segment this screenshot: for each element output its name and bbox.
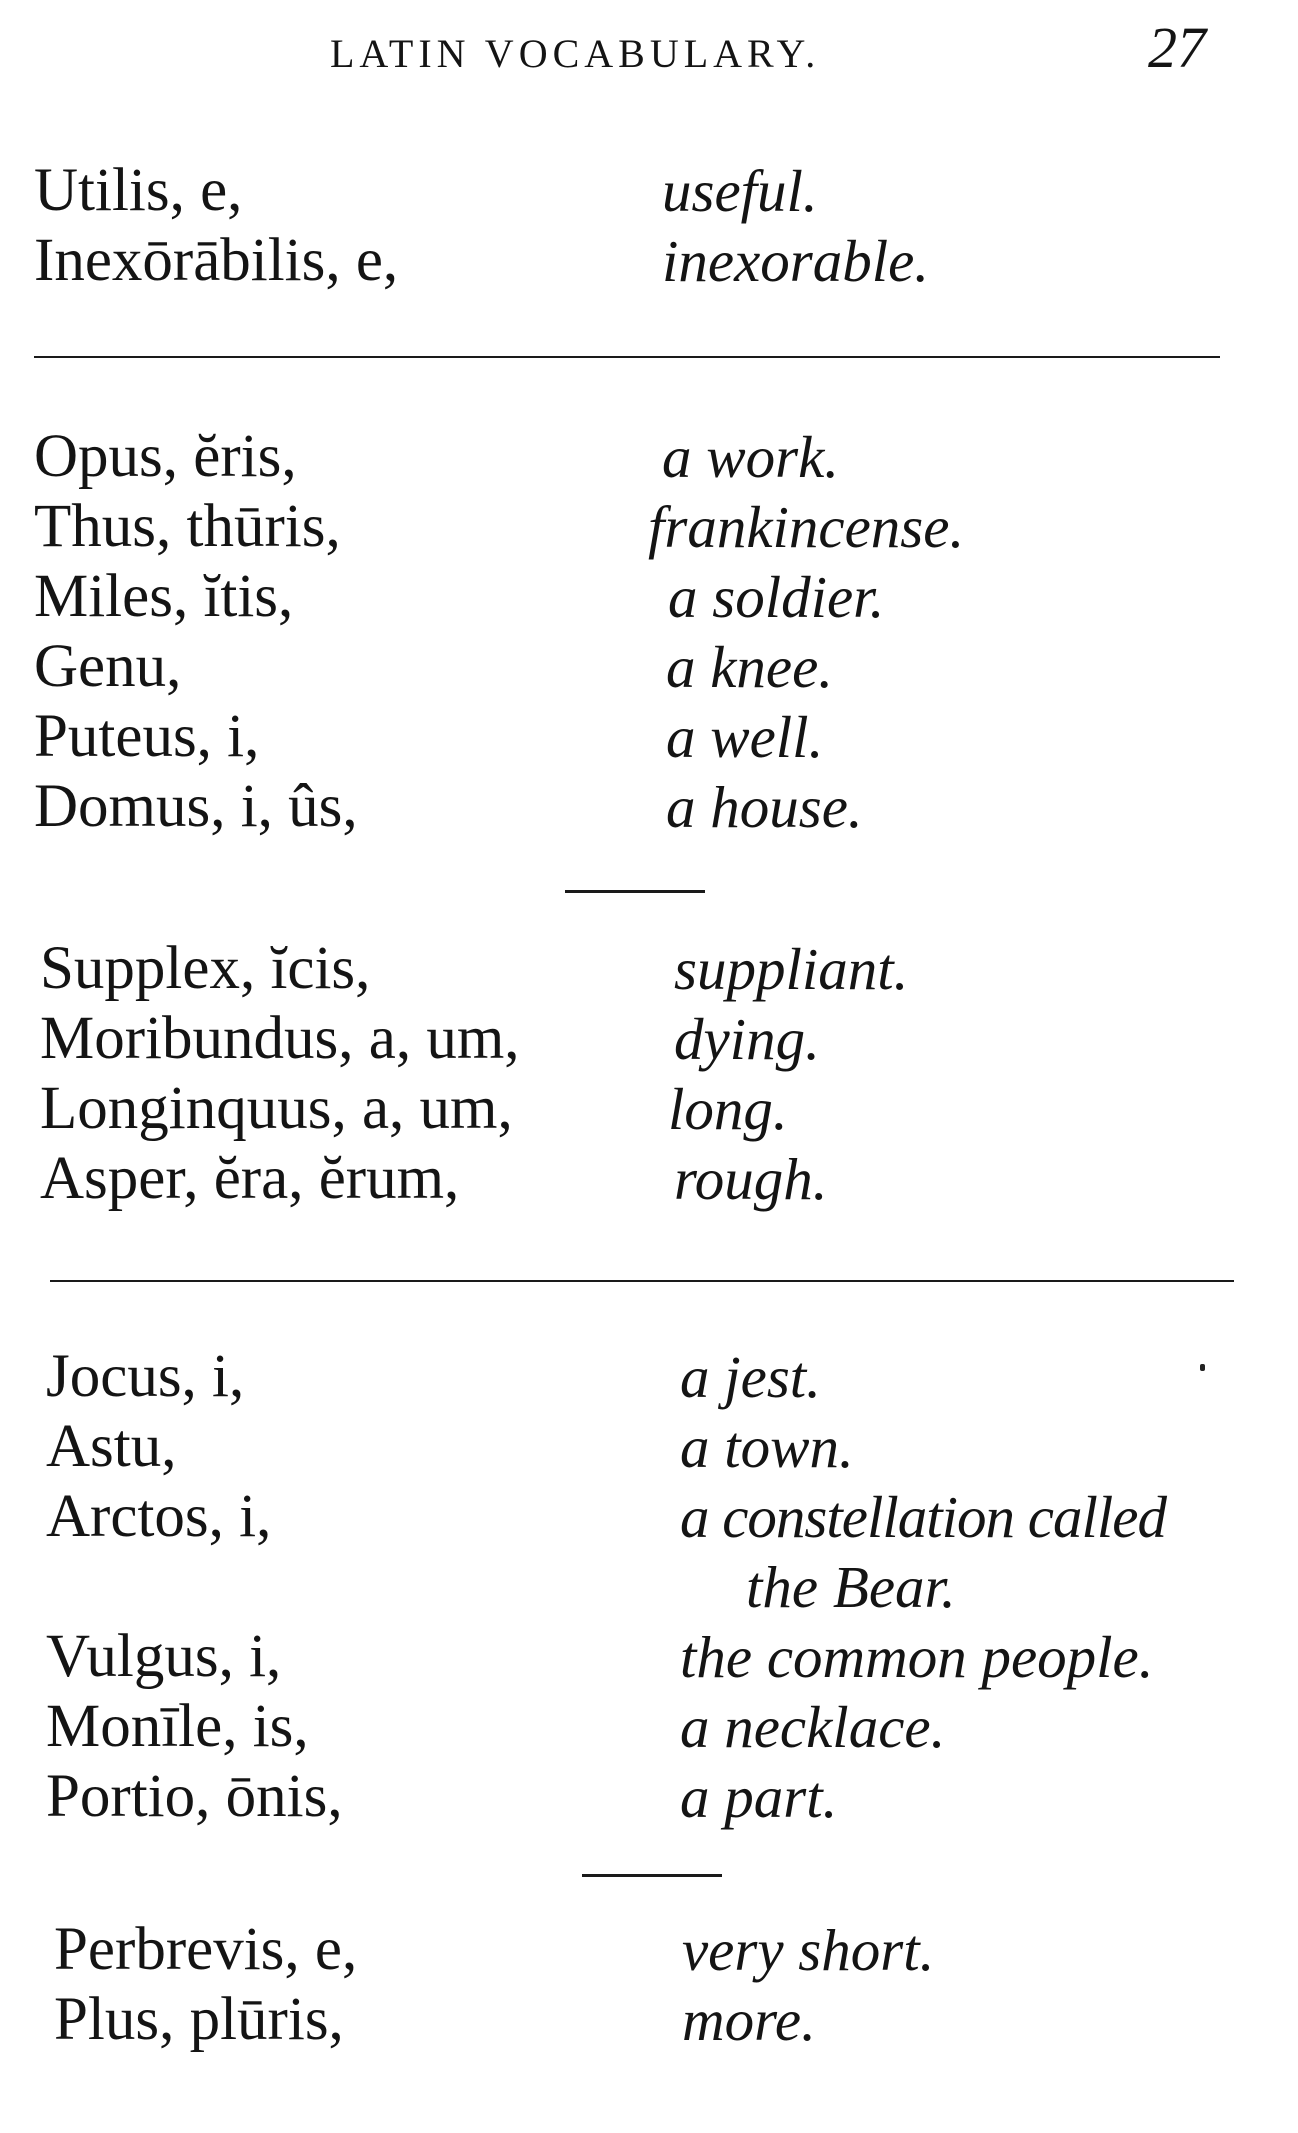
english-meaning: very short. bbox=[682, 1917, 935, 1983]
english-meaning: a well. bbox=[666, 704, 824, 770]
vocab-entry bbox=[0, 702, 1298, 772]
latin-word: Inexōrābilis, e, bbox=[34, 227, 399, 294]
english-meaning: the common people. bbox=[680, 1624, 1154, 1690]
vocab-entry bbox=[0, 562, 1298, 632]
english-meaning: rough. bbox=[674, 1146, 828, 1212]
latin-word: Plus, plūris, bbox=[54, 1986, 344, 2053]
vocab-entry bbox=[0, 1144, 1298, 1214]
latin-word: Monīle, is, bbox=[46, 1693, 309, 1760]
latin-word: Moribundus, a, um, bbox=[40, 1005, 520, 1072]
latin-word: Miles, ĭtis, bbox=[34, 563, 294, 630]
latin-word: Asper, ĕra, ĕrum, bbox=[40, 1145, 460, 1212]
english-meaning: frankincense. bbox=[648, 494, 965, 560]
english-meaning: a knee. bbox=[666, 634, 834, 700]
page-number: 27 bbox=[1148, 15, 1206, 80]
english-meaning: a house. bbox=[666, 774, 863, 840]
vocab-entry bbox=[0, 632, 1298, 702]
vocab-entry bbox=[0, 1342, 1298, 1412]
vocab-entry bbox=[0, 422, 1298, 492]
english-meaning: a jest. bbox=[680, 1344, 821, 1410]
section-divider-rule bbox=[34, 356, 1220, 358]
english-meaning: a constellation called bbox=[680, 1484, 1166, 1550]
vocab-entry bbox=[0, 1004, 1298, 1074]
vocab-entry bbox=[0, 1985, 1298, 2055]
vocab-entry bbox=[0, 772, 1298, 842]
english-meaning-continuation: the Bear. bbox=[746, 1554, 956, 1620]
short-divider-rule bbox=[565, 890, 705, 893]
vocab-entry bbox=[0, 492, 1298, 562]
english-meaning: a part. bbox=[680, 1764, 838, 1830]
vocab-section-3 bbox=[0, 934, 1298, 1214]
latin-word: Genu, bbox=[34, 633, 182, 700]
latin-word: Jocus, i, bbox=[46, 1343, 245, 1410]
latin-word: Vulgus, i, bbox=[46, 1623, 282, 1690]
vocab-entry bbox=[0, 934, 1298, 1004]
vocab-section-4 bbox=[0, 1342, 1298, 1832]
english-meaning: a necklace. bbox=[680, 1694, 946, 1760]
vocab-entry bbox=[0, 1692, 1298, 1762]
english-meaning: a soldier. bbox=[668, 564, 885, 630]
vocab-entry bbox=[0, 1915, 1298, 1985]
english-meaning: long. bbox=[668, 1076, 788, 1142]
latin-word: Puteus, i, bbox=[34, 703, 260, 770]
vocab-entry bbox=[0, 1622, 1298, 1692]
latin-word: Portio, ōnis, bbox=[46, 1763, 343, 1830]
latin-word: Astu, bbox=[46, 1413, 177, 1480]
latin-word: Utilis, e, bbox=[34, 157, 243, 224]
english-meaning: a work. bbox=[662, 424, 839, 490]
latin-word: Opus, ĕris, bbox=[34, 423, 297, 490]
latin-word: Arctos, i, bbox=[46, 1483, 272, 1550]
latin-word: Thus, thūris, bbox=[34, 493, 341, 560]
english-meaning: useful. bbox=[662, 158, 818, 224]
latin-word: Domus, i, ûs, bbox=[34, 773, 358, 840]
running-header: LATIN VOCABULARY. bbox=[330, 31, 821, 76]
vocab-entry bbox=[0, 1762, 1298, 1832]
vocab-section-2 bbox=[0, 422, 1298, 842]
vocab-entry bbox=[0, 1482, 1298, 1552]
english-meaning: dying. bbox=[674, 1006, 820, 1072]
print-speck bbox=[1200, 1364, 1205, 1371]
english-meaning: suppliant. bbox=[674, 936, 909, 1002]
english-meaning: more. bbox=[682, 1987, 816, 2053]
vocab-entry bbox=[0, 1412, 1298, 1482]
latin-word: Supplex, ĭcis, bbox=[40, 935, 371, 1002]
latin-word: Perbrevis, e, bbox=[54, 1916, 358, 1983]
latin-word: Longinquus, a, um, bbox=[40, 1075, 513, 1142]
vocab-entry bbox=[0, 226, 1298, 296]
english-meaning: inexorable. bbox=[662, 228, 930, 294]
short-divider-rule bbox=[582, 1874, 722, 1877]
vocab-entry-continuation bbox=[0, 1552, 1298, 1622]
vocab-section-5 bbox=[0, 1915, 1298, 2055]
vocab-entry bbox=[0, 156, 1298, 226]
vocab-entry bbox=[0, 1074, 1298, 1144]
english-meaning: a town. bbox=[680, 1414, 854, 1480]
section-divider-rule bbox=[50, 1280, 1234, 1282]
vocab-section-1 bbox=[0, 156, 1298, 296]
